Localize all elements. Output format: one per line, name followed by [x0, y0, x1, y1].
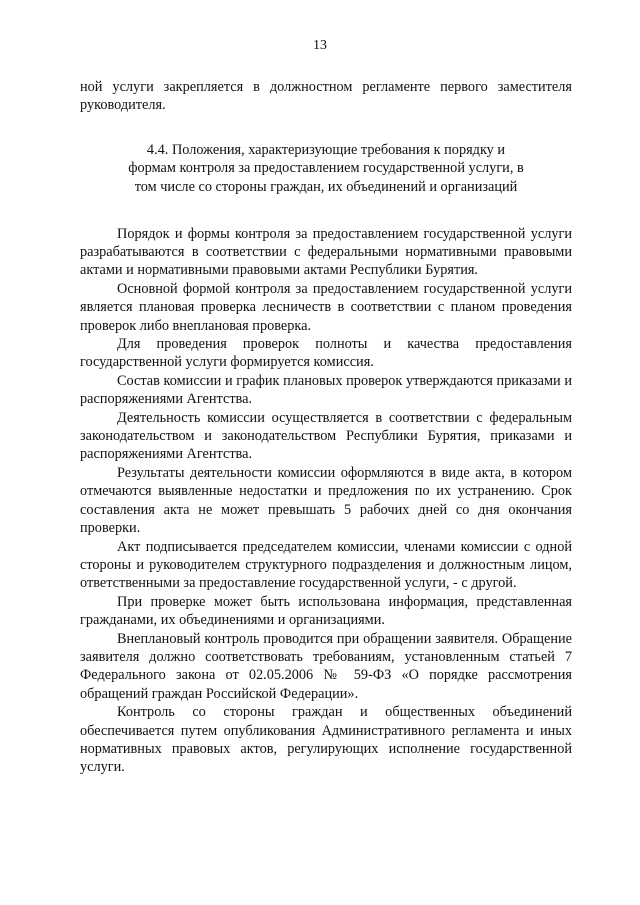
paragraph: Для проведения проверок полноты и качества предоставления государственной услуги формируется комиссия.	[80, 336, 572, 371]
paragraph: Контроль со стороны граждан и общественных объединений обеспечивается путем опубликования Административного регламента и иных нормативных правовых актов, регулирующих исполнение государственной услуги.	[80, 704, 572, 776]
section-heading	[80, 141, 572, 197]
intro-paragraph: ной услуги закрепляется в должностном регламенте первого заместителя руководителя.	[80, 79, 572, 114]
paragraph: Акт подписывается председателем комиссии, членами комиссии с одной стороны и руководителем структурного подразделения и должностным лицом, ответственными за предоставление государственной услуги, - с другой.	[80, 538, 572, 592]
page-number: 13	[313, 38, 327, 53]
paragraph: Состав комиссии и график плановых проверок утверждаются приказами и распоряжениями Агентства.	[80, 372, 572, 408]
section-heading-line: формам контроля за предоставлением государственной услуги, в	[128, 160, 524, 177]
document-body	[80, 78, 572, 777]
paragraph: Порядок и формы контроля за предоставлением государственной услуги разрабатываются в соответствии с федеральными нормативными правовыми актами и нормативными правовыми актами Республики Бурятия.	[80, 225, 572, 279]
paragraph: Основной формой контроля за предоставлением государственной услуги является плановая проверка лесничеств в соответствии с планом проведения проверок либо внеплановая проверка.	[80, 280, 572, 334]
section-heading-line: 4.4. Положения, характеризующие требования к порядку и	[146, 141, 506, 158]
paragraph: Результаты деятельности комиссии оформляются в виде акта, в котором отмечаются выявленные недостатки и предложения по их устранению. Срок составления акта не может превышать 5 рабочих дней со дня окончания проверки.	[80, 464, 572, 537]
section-heading-line: том числе со стороны граждан, их объединений и организаций	[134, 179, 518, 195]
paragraph: Внеплановый контроль проводится при обращении заявителя. Обращение заявителя должно соответствовать требованиям, установленным статьей 7 Федерального закона от 02.05.2006 № 59-ФЗ «О порядке рассмотрения обращений граждан Российской Федерации».	[80, 630, 572, 702]
paragraph: При проверке может быть использована информация, представленная гражданами, их объединениями и организациями.	[80, 593, 572, 629]
paragraph: Деятельность комиссии осуществляется в соответствии с федеральным законодательством и законодательством Республики Бурятия, приказами и распоряжениями Агентства.	[80, 409, 572, 463]
